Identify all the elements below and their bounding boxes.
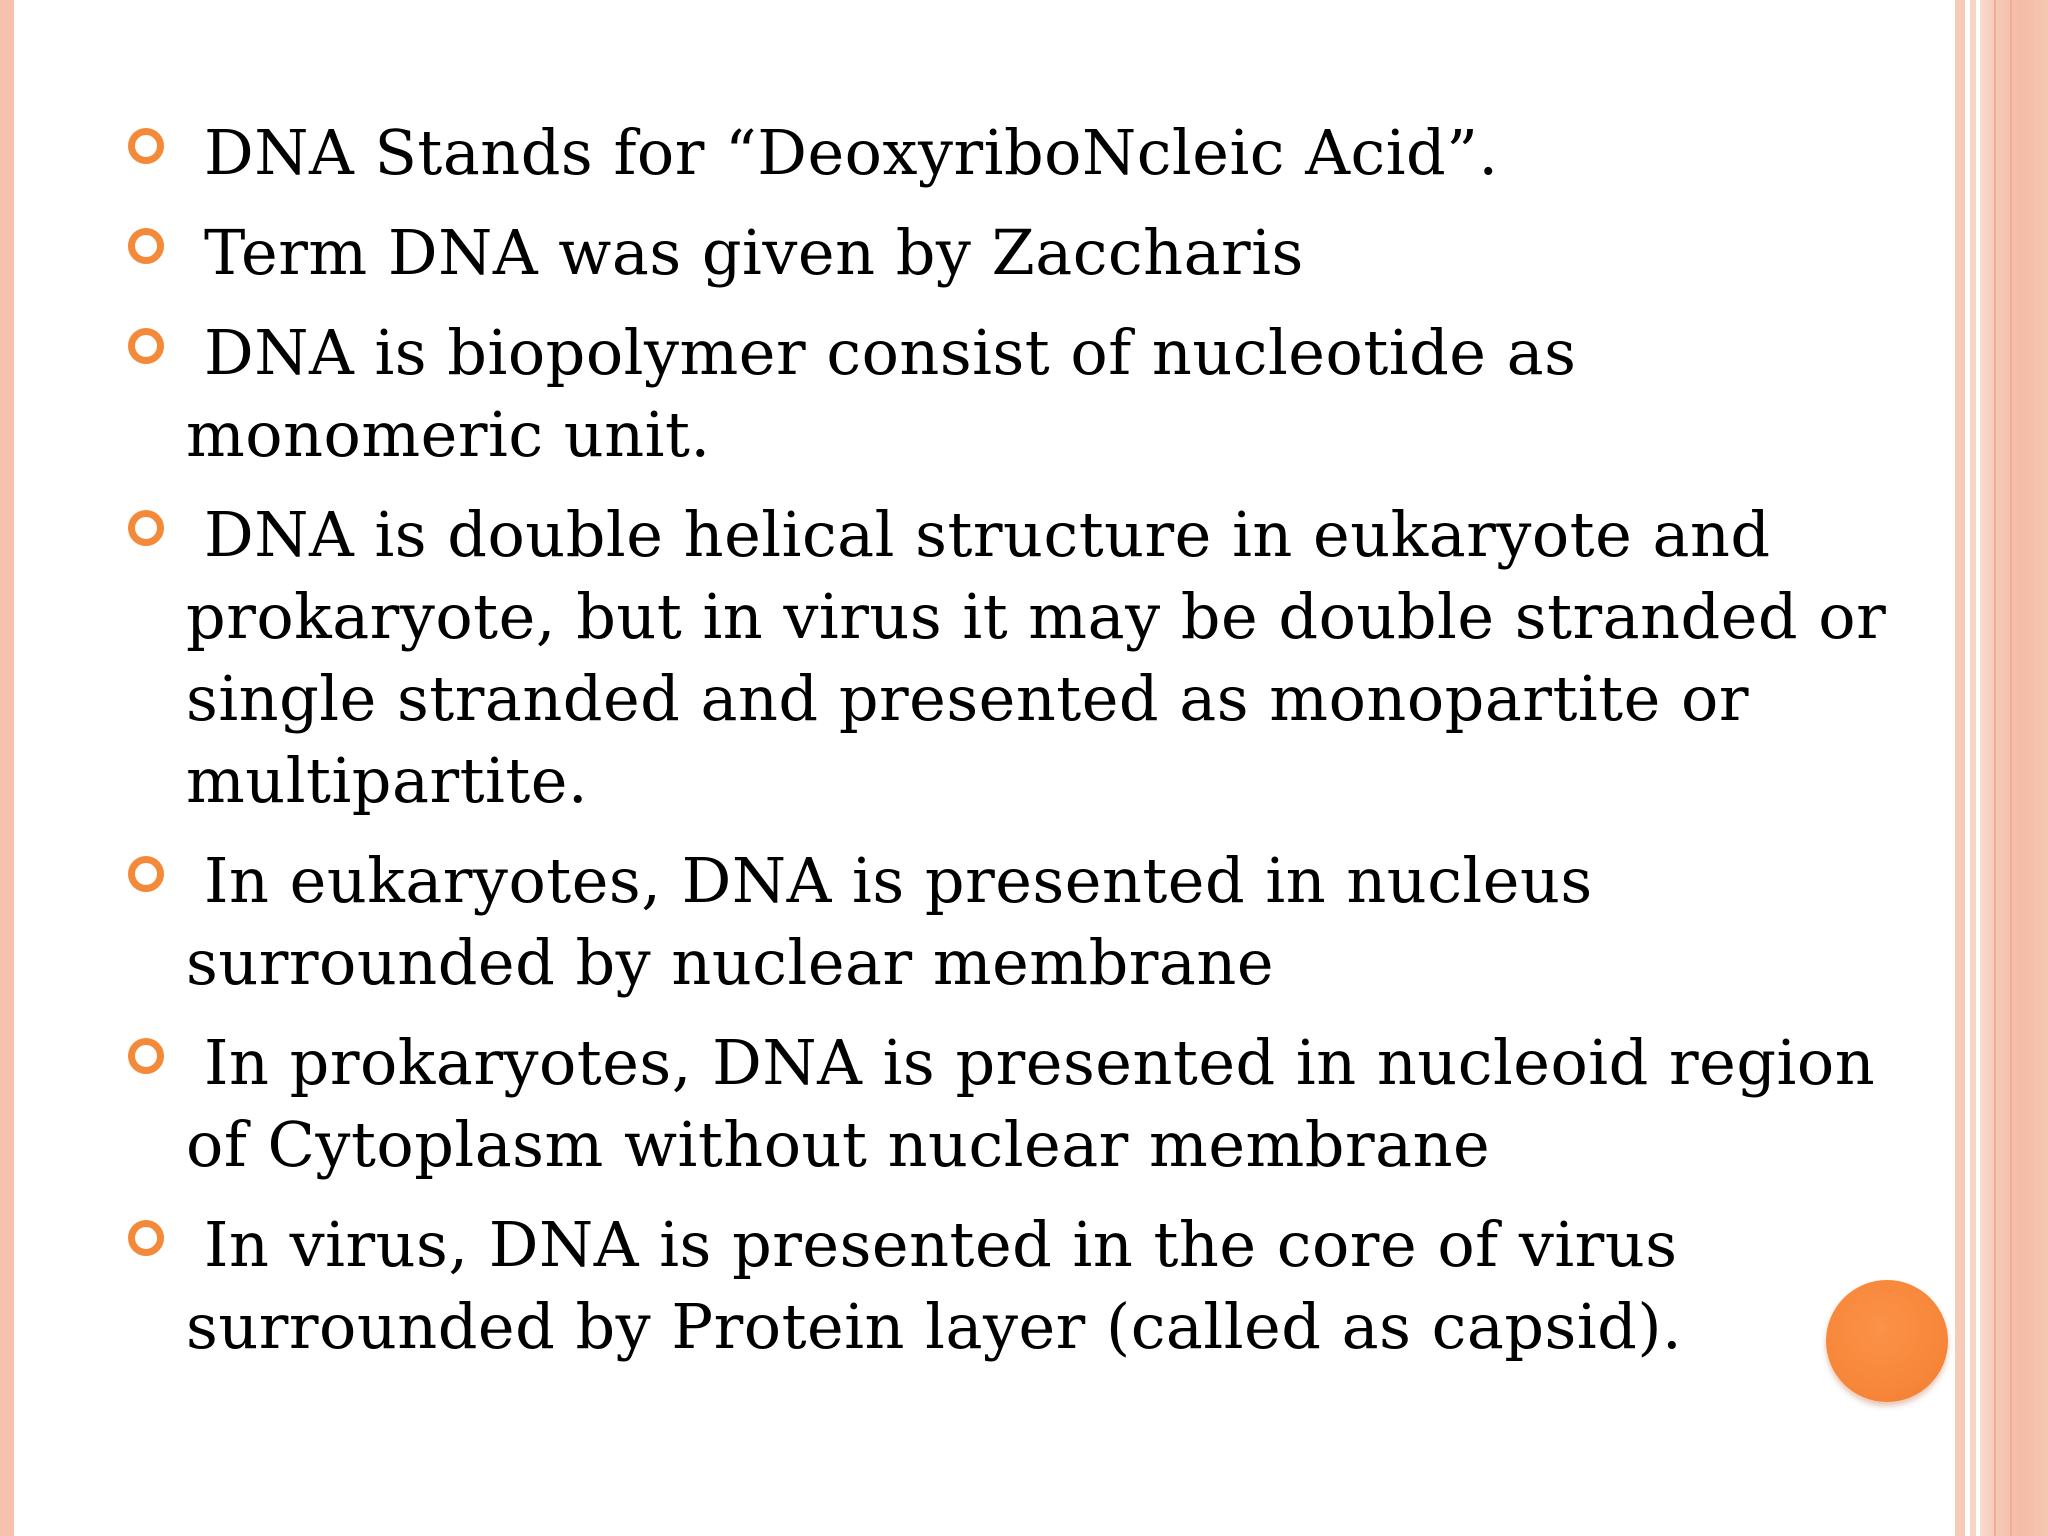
bullet-text: In virus, DNA is presented in the core of virus surrounded by Protein layer (called as capsid). bbox=[186, 1208, 1683, 1363]
bullet-item bbox=[128, 112, 1928, 194]
right-border-line bbox=[2010, 0, 2012, 1536]
bullet-item bbox=[128, 212, 1928, 294]
ring-bullet-icon bbox=[128, 510, 164, 546]
bullet-list bbox=[128, 112, 1928, 1386]
bullet-text: In eukaryotes, DNA is presented in nucleus surrounded by nuclear membrane bbox=[186, 844, 1593, 999]
right-border-stripe bbox=[1970, 0, 1976, 1536]
bullet-text: DNA Stands for “DeoxyriboNcleic Acid”. bbox=[204, 116, 1499, 189]
decorative-orange-circle bbox=[1826, 1280, 1948, 1402]
bullet-item bbox=[128, 1022, 1928, 1186]
bullet-item bbox=[128, 840, 1928, 1004]
bullet-text: Term DNA was given by Zaccharis bbox=[204, 216, 1304, 289]
bullet-text: DNA is biopolymer consist of nucleotide as monomeric unit. bbox=[186, 316, 1577, 471]
ring-bullet-icon bbox=[128, 856, 164, 892]
left-border-bar bbox=[0, 0, 14, 1536]
ring-bullet-icon bbox=[128, 328, 164, 364]
right-border-stripe bbox=[1955, 0, 1965, 1536]
bullet-item bbox=[128, 312, 1928, 476]
right-border-line bbox=[1994, 0, 1996, 1536]
bullet-item bbox=[128, 494, 1928, 822]
bullet-text: DNA is double helical structure in eukaryote and prokaryote, but in virus it may be double stranded or single stranded and presented as monopartite or multipartite. bbox=[186, 498, 1887, 817]
ring-bullet-icon bbox=[128, 128, 164, 164]
bullet-item bbox=[128, 1204, 1928, 1368]
bullet-text: In prokaryotes, DNA is presented in nucleoid region of Cytoplasm without nuclear membrane bbox=[186, 1026, 1876, 1181]
ring-bullet-icon bbox=[128, 1038, 164, 1074]
ring-bullet-icon bbox=[128, 228, 164, 264]
right-border-band bbox=[1980, 0, 2048, 1536]
ring-bullet-icon bbox=[128, 1220, 164, 1256]
